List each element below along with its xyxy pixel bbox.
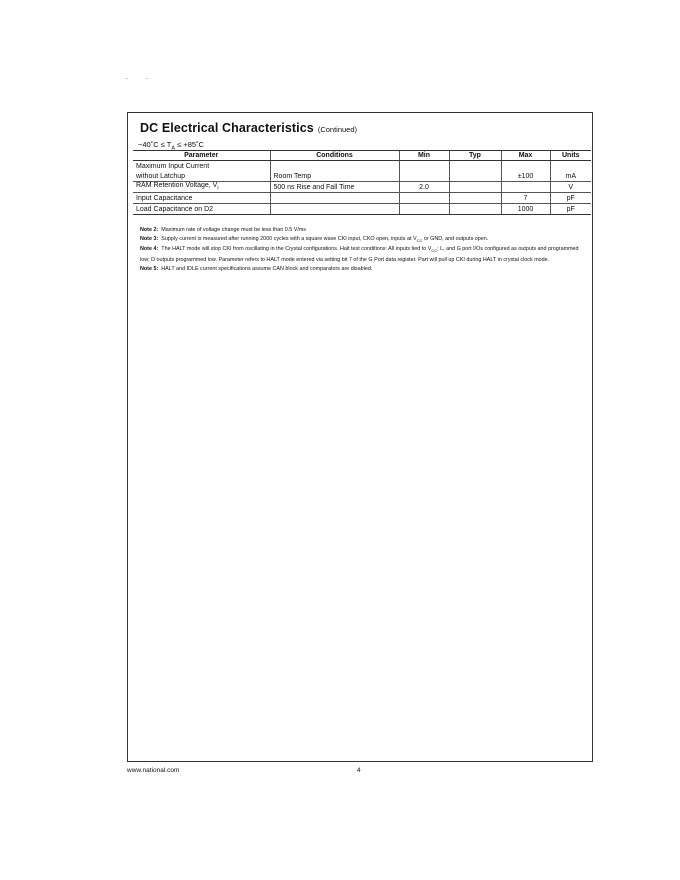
note-label: Note 2: (140, 227, 159, 233)
cell-units (550, 161, 591, 172)
table-row (133, 193, 591, 204)
header-typ: Typ (449, 151, 501, 161)
cell-parameter (133, 182, 270, 193)
header-conditions: Conditions (270, 151, 399, 161)
cell-conditions: Room Temp (270, 171, 399, 182)
note-label: Note 5: (140, 265, 159, 272)
header-min: Min (399, 151, 449, 161)
header-parameter: Parameter (133, 151, 270, 161)
cell-units: pF (550, 193, 591, 204)
cell-parameter-text: RAM Retention Voltage, V (136, 182, 218, 190)
cell-max: 7 (501, 193, 550, 204)
section-title-main: DC Electrical Characteristics (140, 121, 314, 135)
note-text: or GND, and outputs open. (422, 235, 489, 242)
cell-min (399, 161, 449, 172)
note-4 (140, 245, 584, 264)
note-label: Note 4: (140, 246, 159, 253)
note-sub: CC (431, 248, 438, 254)
header-max: Max (501, 151, 550, 161)
cell-min (399, 171, 449, 182)
condition-right: ≤ +85˚C (175, 140, 204, 149)
table-row (133, 171, 591, 182)
cell-conditions (270, 204, 399, 215)
cell-conditions (270, 193, 399, 204)
cell-min (399, 204, 449, 215)
note-text: Maximum rate of voltage change must be less than 0.5 V/ms (161, 227, 306, 233)
corner-marks: . . (126, 74, 156, 81)
cell-min: 2.0 (399, 182, 449, 193)
cell-typ (449, 182, 501, 193)
cell-units: V (550, 182, 591, 193)
condition-left: −40˚C ≤ T (138, 140, 172, 149)
cell-typ (449, 193, 501, 204)
cell-parameter-sub: r (217, 185, 219, 192)
table-row (133, 204, 591, 215)
cell-parameter: Input Capacitance (133, 193, 270, 204)
note-text: The HALT mode will stop CKI from oscillating in the Crystal configurations. Halt test conditions: All inputs tied to V (161, 246, 432, 253)
note-text: HALT and IDLE current specifications assume CAN block and comparators are disabled. (161, 265, 373, 272)
note-sub: CC (416, 237, 423, 243)
condition-sub: A (171, 145, 176, 152)
note-2 (140, 226, 584, 235)
cell-parameter: Load Capacitance on D2 (133, 204, 270, 215)
section-title-sub: (Continued) (317, 125, 358, 134)
note-5 (140, 265, 584, 274)
cell-max: ±100 (501, 171, 550, 182)
footer-website-link[interactable]: www.national.com (127, 767, 180, 774)
table-row (133, 161, 591, 172)
cell-parameter: Maximum Input Current (136, 162, 210, 170)
characteristics-table (133, 150, 591, 215)
cell-typ (449, 161, 501, 172)
footer-page-number: 4 (357, 767, 361, 774)
datasheet-frame (127, 112, 593, 762)
cell-max (501, 182, 550, 193)
note-text: ; L, and G port I/Os configured as outputs and programmed low; D outputs programmed low. Parameter refers to HALT mode entered via setting bit 7 of the G Port data register. Part will pull up CKI during HALT in crystal clock mode. (140, 246, 579, 263)
cell-max: 1000 (501, 204, 550, 215)
cell-units: mA (550, 171, 591, 182)
table-row (133, 182, 591, 193)
cell-parameter: without Latchup (133, 171, 270, 182)
table-header-row (133, 151, 591, 161)
notes-section (140, 226, 584, 273)
cell-max (501, 161, 550, 172)
section-title (140, 119, 357, 137)
cell-typ (449, 171, 501, 182)
cell-min (399, 193, 449, 204)
note-3 (140, 235, 584, 246)
cell-typ (449, 204, 501, 215)
cell-conditions (270, 161, 399, 172)
note-text: Supply current is measured after running 2000 cycles with a square wave CKI input, CKO open, inputs at V (161, 235, 417, 242)
cell-units: pF (550, 204, 591, 215)
note-label: Note 3: (140, 235, 159, 242)
header-units: Units (550, 151, 591, 161)
cell-conditions: 500 ns Rise and Fall Time (270, 182, 399, 193)
